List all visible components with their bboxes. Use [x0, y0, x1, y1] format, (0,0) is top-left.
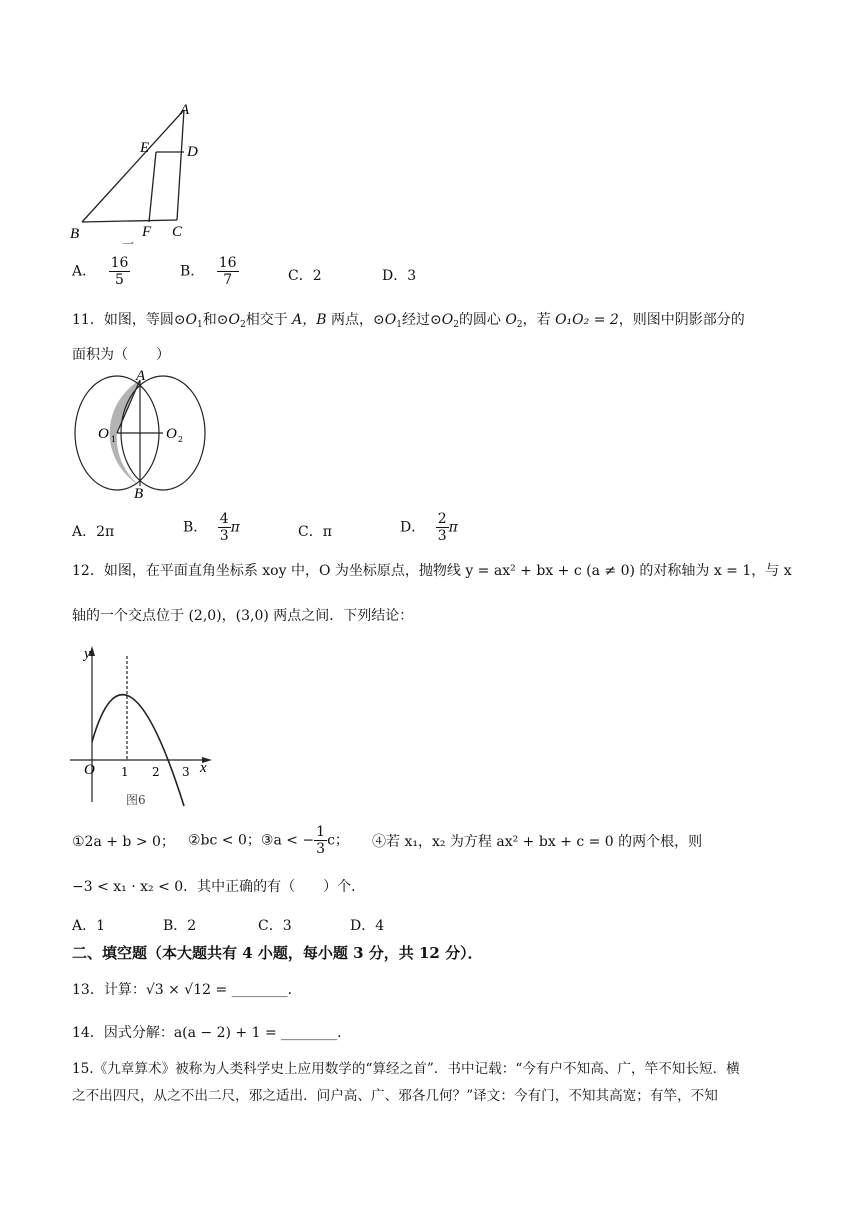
q10-option-a[interactable]: A． $\frac{16}{5}$ [72, 255, 129, 288]
q12-option-c[interactable]: C．3 [258, 918, 292, 934]
q10-option-c[interactable]: C．2 [288, 268, 322, 284]
label-o1-sub: 1 [111, 435, 117, 444]
q10-option-b[interactable]: B． $\frac{16}{7}$ [180, 255, 237, 288]
parabola-curve [92, 695, 184, 806]
label-f: F [142, 224, 152, 240]
tick-3: 3 [182, 765, 190, 779]
q15-stem-line2: 之不出四尺，从之不出二尺，邪之适出．问户高、广、邪各几何？”译文：今有门，不知其高宽；有竿，不知 [72, 1088, 718, 1104]
q11-option-c[interactable]: C．π [298, 524, 332, 540]
tick-1: 1 [121, 765, 129, 779]
circles-figure-q11 [70, 370, 210, 504]
label-a: A [180, 102, 190, 118]
triangle-figure-q10 [60, 96, 220, 248]
q12-statement-2-3: ②bc < 0；③a < − $\frac{1}{3}$ c； [188, 824, 349, 857]
label-c: C [172, 224, 183, 240]
label-d: D [187, 144, 198, 160]
q15-stem-line1: 15.《九章算术》被称为人类科学史上应用数学的“算经之首”．书中记载：“今有户不知高、广，竿不知长短．横 [72, 1061, 740, 1077]
label-origin: O [84, 762, 95, 778]
segment-ac [177, 110, 184, 220]
section-heading: 二、填空题（本大题共有 4 小题，每小题 3 分，共 12 分）． [72, 944, 483, 962]
label-e: E [140, 140, 150, 156]
q12-stem-line2: 轴的一个交点位于 (2,0)，(3,0) 两点之间．下列结论： [72, 608, 414, 624]
tick-2: 2 [152, 765, 160, 779]
segment-bc [82, 220, 177, 222]
q12-statement-4: ④若 x₁，x₂ 为方程 ax² + bx + c = 0 的两个根，则 [372, 834, 703, 850]
q10-option-d[interactable]: D．3 [382, 268, 417, 284]
q14-stem: 14．因式分解：a(a − 2) + 1 = ________． [72, 1025, 352, 1041]
q11-stem-line1: 11．如图，等圆$⊙O_1$和$⊙O_2$相交于 A，B 两点，$⊙O_1$经过$⊙O_2$的圆心 $O_2$，若 O₁O₂ = 2，则图中阴影部分的 [72, 312, 745, 330]
q12-option-a[interactable]: A．1 [72, 918, 106, 934]
label-o2-sub: 2 [178, 435, 184, 444]
q12-statement-1: ①2a + b > 0； [72, 834, 175, 850]
q11-option-b[interactable]: B． $\frac{4}{3}$ π [183, 511, 240, 544]
label-y: y [84, 646, 91, 662]
stray-mark: 一 [122, 237, 135, 248]
segment-ba [82, 110, 184, 222]
figure-caption: 图6 [126, 793, 146, 807]
q12-option-d[interactable]: D．4 [350, 918, 385, 934]
segment-ef [149, 152, 156, 222]
q11-option-a[interactable]: A．2π [72, 524, 115, 540]
q11-stem-line2: 面积为（ ） [72, 347, 170, 363]
q11-option-d[interactable]: D． $\frac{2}{3}$ π [400, 511, 458, 544]
q12-option-b[interactable]: B．2 [163, 918, 197, 934]
parabola-figure-q12 [66, 642, 216, 810]
q12-statement-4-line2: −3 < x₁ · x₂ < 0．其中正确的有（ ）个． [72, 879, 366, 895]
label-x: x [200, 760, 207, 776]
label-b: B [134, 486, 144, 502]
label-o1: O [98, 426, 109, 442]
label-o2: O [166, 426, 177, 442]
q13-stem: 13．计算：√3 × √12 = ________． [72, 982, 302, 998]
q12-stem-line1: 12．如图，在平面直角坐标系 xoy 中，O 为坐标原点，抛物线 y = ax² + bx + c (a ≠ 0) 的对称轴为 x = 1，与 x [72, 563, 792, 579]
label-a: A [136, 370, 146, 384]
label-b: B [70, 226, 80, 242]
